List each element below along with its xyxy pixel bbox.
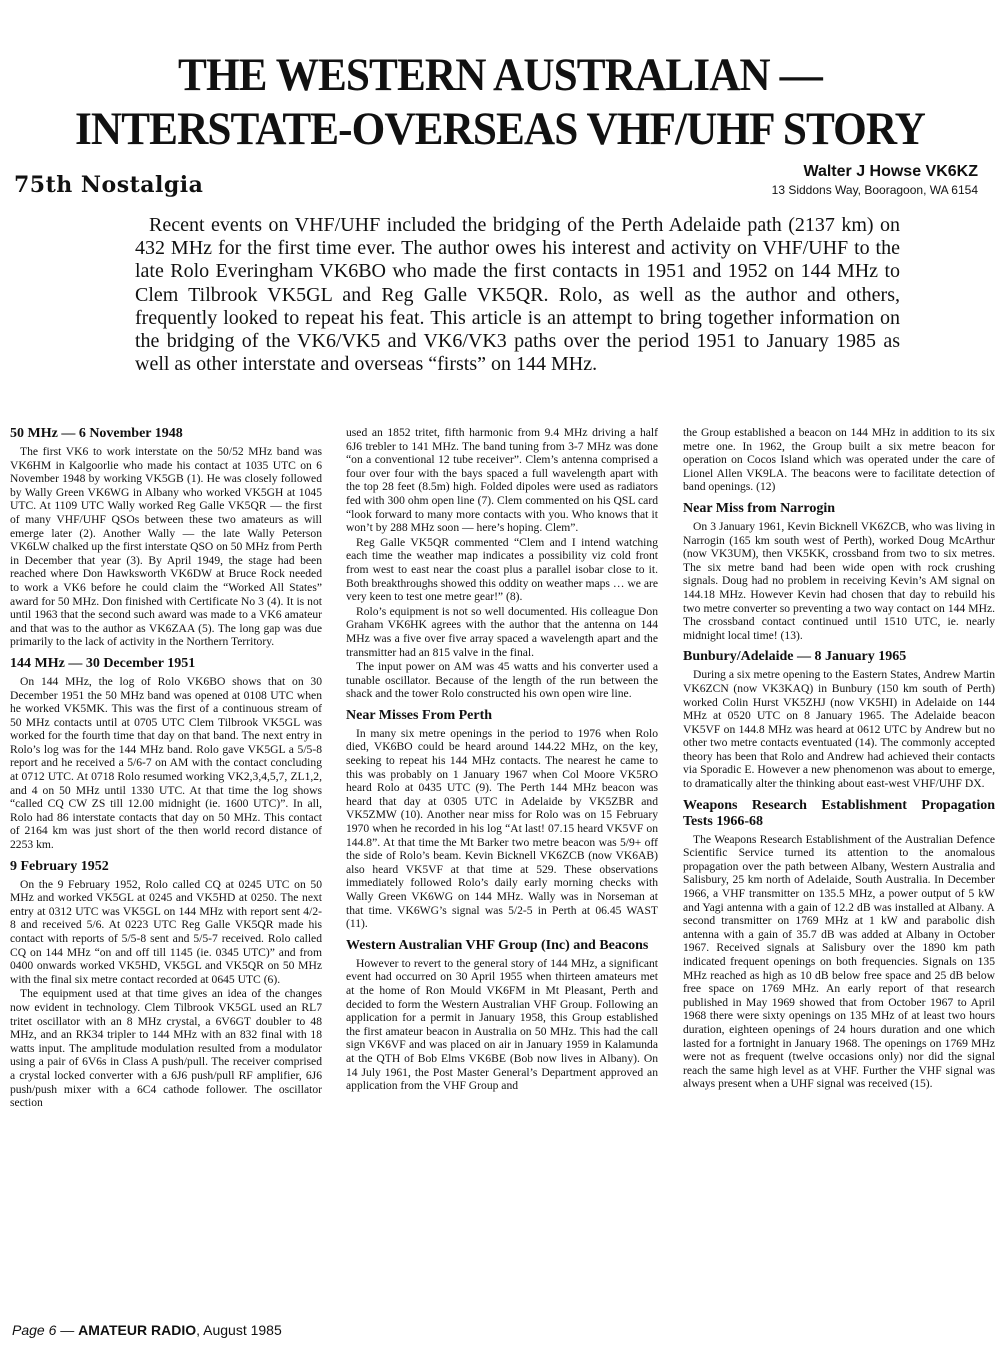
author-address: 13 Siddons Way, Booragoon, WA 6154 (771, 183, 978, 197)
paragraph: In many six metre openings in the period to 1976 when Rolo died, VK6BO could be heard around 144.22 MHz, on the key, seeking to repeat his 144 MHz contacts. The nearest he came to this was probably on 1 January 1967 when Col Moore VK5RO heard Rolo at 0435 UTC (9). The Perth 144 MHz beacon was heard that day at 0305 UTC in Adelaide by VK5ZBR and VK5ZMW (10). Another near miss for Rolo was on 15 February 1970 when he recorded in his log “At last! 07.15 heard VK5VF on 144.8”. At that time the Mt Barker two metre beacon was 5/9+ off the side of Rolo’s beam. Kevin Bicknell VK6ZCB (now VK6AB) also heard VK5VF at that time at 529. These observations immediately followed Rolo’s daily early morning checks with Wally Green VK6WG on 144 MHz. Wally was in Norseman at that time. VK6WG’s signal was 5/2-5 in Perth at 06.45 WAST (11). (346, 726, 658, 931)
paragraph: However to revert to the general story of 144 MHz, a significant event had occurred on 30 April 1955 when thirteen amateurs met at the home of Ron Mould VK6FM in Mt Pleasant, Perth and decided to form the Western Australian VHF Group. Following an application for a permit in January 1958, this Group established the first amateur beacon in Australia on 50 MHz. This had the call sign VK6VF and was placed on air in January 1959 in Kalamunda at the QTH of Bob Elms VK6BE (Bob now lives in Albany). On 14 July 1961, the Post Master General’s Department approved an application from the VHF Group and (346, 956, 658, 1093)
section-heading: Weapons Research Establishment Propagation Tests 1966-68 (683, 797, 995, 829)
paragraph: During a six metre opening to the Eastern States, Andrew Martin VK6ZCN (now VK3KAQ) in Bunbury (150 km south of Perth) worked Colin Hurst VK5ZHJ (now VK5HI) in Adelaide on 144 MHz at 0520 UTC on 8 January 1965. The Adelaide beacon VK5VF on 144.8 MHz was heard at 0612 UTC by Andrew but no other two metre contacts eventuated (14). The commonly accepted theory has been that Rolo and Andrew had achieved their contacts via Sporadic E. However a new phenomenon was about to emerge, to dramatically alter the thinking about east-west VHF/UHF DX. (683, 668, 995, 791)
paragraph: On 144 MHz, the log of Rolo VK6BO shows that on 30 December 1951 the 50 MHz band was opened at 0108 UTC when he worked VK5MK. This was the first of a continuous stream of 50 MHz contacts until at 0705 UTC Clem Tilbrook VK5GL was worked for the fourth time that day on that band. The next entry in Rolo’s log was for the 144 MHz band. Rolo gave VK5GL a 5/5-8 report and he received a 5/6-7 on AM with the contact concluding at 0712 UTC. At 0718 Rolo resumed working VK2,3,4,5,7, ZL1,2, and 4 on 50 MHz until 1330 UTC. At that time the log shows “called CQ CW ZS till 12.00 midnight (ie. 1600 UTC)”. In all, Rolo had 86 interstate contacts that day on 50 MHz. This contact of 2164 km was just short of the then world record distance of 2253 km. (10, 674, 322, 852)
column-1 (10, 426, 322, 1111)
column-2 (346, 426, 658, 1094)
paragraph: Reg Galle VK5QR commented “Clem and I intend watching each time the weather map indicates a possibility viz cold front from west to east near the coast plus a parallel isobar close to it. Both breakthroughs showed this oddity on weather maps … we are very keen to test one metre gear!” (8). (346, 535, 658, 604)
section-kicker: 75th Nostalgia (14, 172, 204, 198)
paragraph: The Weapons Research Establishment of the Australian Defence Scientific Service turned its attention to the anomalous propagation over the path between Albany, Western Australia and Salisbury, 25 km north of Adelaide, South Australia. In December 1966, a VHF transmitter on 135.5 MHz, a power output of 5 kW and Yagi antenna with a gain of 12.2 dB was installed at Albany. A second transmitter on 1769 MHz at 1 kW and parabolic dish antenna with a gain of 35.7 dB was added at Albany in October 1967. Received signals at Salisbury over the 1890 km path indicated frequent openings on both frequencies. Signals on 135 MHz reached as high as 10 dB below free space and 25 dB below free space on 1769 MHz. An early report of that research published in May 1969 showed that from October 1967 to April 1968 there were sixty openings on 135 MHz of at least two hours duration, eighteen openings of 24 hours duration and one which lasted for a fortnight in January 1968. The openings on 1769 MHz were not as frequent (twelve occasions only) nor did the signal reach the same high level as at VHF. Further the VHF signal was always present when a UHF signal was received (15). (683, 832, 995, 1091)
article-body (10, 426, 995, 1306)
section-heading: Bunbury/Adelaide — 8 January 1965 (683, 649, 907, 665)
section-heading: Western Australian VHF Group (Inc) and Beacons (346, 937, 649, 953)
lead-paragraph: Recent events on VHF/UHF included the bridging of the Perth Adelaide path (2137 km) on 432 MHz for the first time ever. The author owes his interest and activity on VHF/UHF to the late Rolo Everingham VK6BO who made the first contacts in 1951 and 1952 on 144 MHz to Clem Tilbrook VK5GL and Reg Galle VK5QR. Rolo, as well as the author and others, frequently looked to repeat his feat. This article is an attempt to bring together information on the bridging of the VK6/VK5 and VK6/VK3 paths over the period 1951 to January 1985 as well as other interstate and overseas “firsts” on 144 MHz. (135, 214, 900, 376)
paragraph: On the 9 February 1952, Rolo called CQ at 0245 UTC on 50 MHz and worked VK5GL at 0245 and VK5HD at 0250. The next entry at 0312 UTC was VK5GL on 144 MHz with report sent 4/2-8 and received 5/6. At 0223 UTC Reg Galle VK5QR made his contact with reports of 5/5-8 sent and 5/5-7 received. Rolo called CQ on 144 MHz “on and off till 1145 (ie. 0345 UTC)” and from 0400 onwards worked VK5HD, VK5GL and VK5QR on 50 MHz with the final six metre contact recorded at 0645 UTC (6). (10, 877, 322, 986)
author-name: Walter J Howse VK6KZ (803, 163, 978, 180)
paragraph: used an 1852 tritet, fifth harmonic from 9.4 MHz driving a half 6J6 trebler to 141 MHz. The band tuning from 3-7 MHz was done “on a conventional 12 tube receiver”. Clem’s antenna comprised a four over four with the bays spaced a full wavelength apart with the top 28 feet (8.5m) high. Folded dipoles were used as radiators fed with 300 ohm open line (7). Clem commented on his QSL card “look forward to many more contacts with you. Who knows that it won’t by 288 MHz soon — here’s hoping. Clem”. (346, 426, 658, 535)
issue-date: , August 1985 (196, 1322, 282, 1338)
title-line-1: THE WESTERN AUSTRALIAN — (178, 49, 822, 101)
section-heading: 144 MHz — 30 December 1951 (10, 655, 196, 671)
section-heading: Near Misses From Perth (346, 707, 493, 723)
page-footer (12, 1322, 282, 1338)
paragraph: Rolo’s equipment is not so well documented. His colleague Don Graham VK6HK agrees with the author that the antenna on 144 MHz was a five over five array spaced a wavelength apart and the transmitter had an 815 valve in the final. (346, 604, 658, 659)
magazine-name: AMATEUR RADIO (78, 1322, 197, 1338)
paragraph: The first VK6 to work interstate on the 50/52 MHz band was VK6HM in Kalgoorlie who made his contact at 1035 UTC on 6 November 1948 by working VK5GB (1). He was closely followed by Wally Green VK6WG in Albany who worked VK5GH at 1045 UTC. At 1109 UTC Wally worked Reg Galle VK5QR — the first of many VHF/UHF QSOs between these two amateurs as will emerge later (2). Another Wally — the late Wally Peterson VK6LW chalked up the first interstate QSO on 50 MHz from Perth in December that year (3). By April 1949, the stage had been reached where Don Hawksworth VK6DW at Bruce Rock needed to work a VK6 before he could claim the “Worked All States” award for 50 MHz. Don finished with Certificate No 3 (4). It is not until 1963 that the second such award was made to a VK6 amateur and that was to the author as VK6ZAA (5). The long gap was due primarily to the lack of activity in the Northern Territory. (10, 445, 322, 649)
article-title (40, 48, 960, 156)
paragraph: the Group established a beacon on 144 MHz in addition to its six metre one. In 1962, the Group built a six metre beacon for operation on Cocos Island which was operated under the care of Lionel Allen VK9LA. The beacons were to facilitate detection of band openings. (12) (683, 426, 995, 494)
column-3 (683, 426, 995, 1092)
section-heading: 9 February 1952 (10, 858, 109, 874)
page-number: Page 6 — (12, 1322, 79, 1338)
section-heading: Near Miss from Narrogin (683, 500, 836, 516)
author-block (772, 162, 978, 198)
title-line-2: INTERSTATE-OVERSEAS VHF/UHF STORY (75, 103, 925, 155)
paragraph: The input power on AM was 45 watts and his converter used a tunable oscillator. Because of the length of the run between the shack and the tower Rolo constructed his own open wire line. (346, 660, 658, 701)
section-heading: 50 MHz — 6 November 1948 (10, 426, 183, 441)
paragraph: The equipment used at that time gives an idea of the changes now evident in technology. Clem Tilbrook VK5GL used an RL7 tritet oscillator with an 8 MHz crystal, a 6V6GT doubler to 48 MHz, and an RK34 tripler to 144 MHz with an 832 final with 18 watts input. The amplitude modulation resulted from a modulator using a pair of 6V6s in Class A push/pull. The receiver comprised a crystal locked converter with a 6J6 push/pull RF amplifier, 6J6 push/push mixer with a 6C4 cathode follower. The oscillator section (10, 987, 322, 1110)
paragraph: On 3 January 1961, Kevin Bicknell VK6ZCB, who was living in Narrogin (165 km south west of Perth), worked Doug McArthur (now VK3UM), then VK5KK, crossband from two to six metres. The six metre band had been wide open with rock crushing signals. Doug had no problem in receiving Kevin’s AM signal on 144.18 MHz. However Kevin had chosen that day to rebuild his two metre converter so preventing a two way contact on 144 MHz. The crossband contact continued until 1510 UTC, ie. nearly midnight local time! (13). (683, 519, 995, 642)
